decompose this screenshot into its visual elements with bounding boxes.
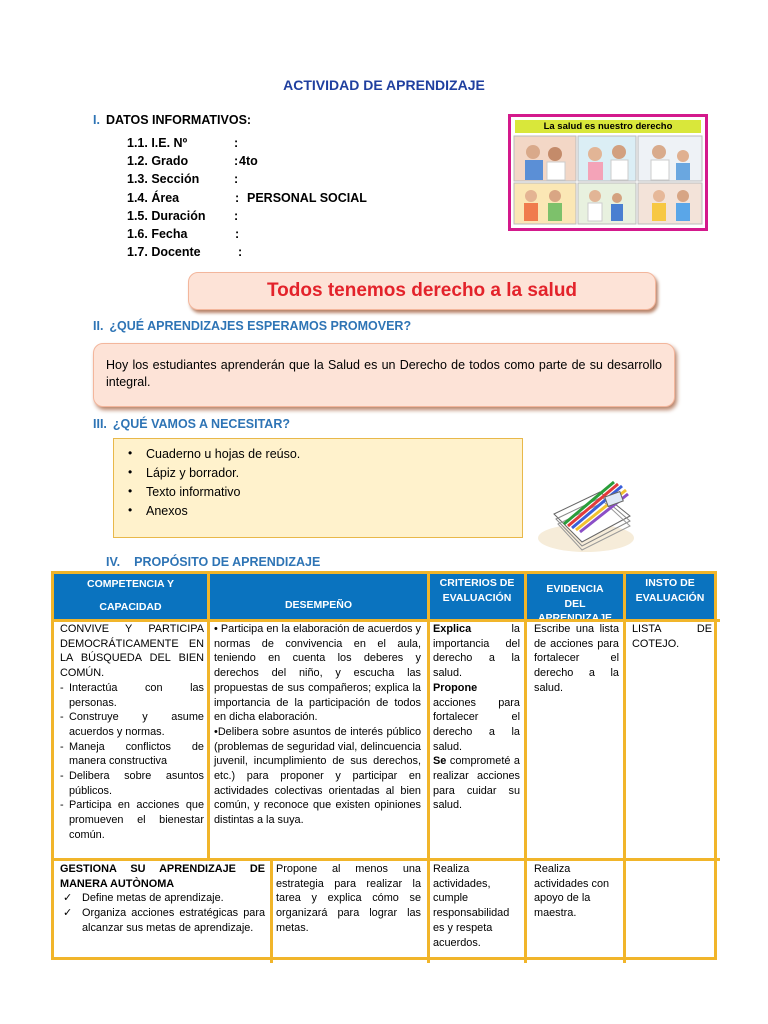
section-label: DATOS INFORMATIVOS:	[105, 113, 252, 127]
datos-colon: :	[234, 208, 239, 223]
capacidad-text: Construye y asume acuerdos y normas.	[69, 711, 204, 738]
datos-colon: :	[238, 245, 243, 260]
datos-label: 1.3. Sección	[127, 172, 200, 187]
datos-value: 4to	[239, 154, 258, 169]
bullet-icon: •	[128, 484, 133, 498]
table-divider	[54, 619, 720, 622]
section-number: I.	[93, 113, 100, 127]
criterio-text: acciones para fortalecer el derecho a la salud.	[433, 696, 520, 753]
section-number: II.	[93, 319, 104, 333]
capacidad-text: Define metas de aprendizaje.	[82, 892, 224, 905]
datos-label: 1.6. Fecha	[127, 226, 188, 241]
dash-marker: -	[60, 711, 64, 724]
capacidad-text: Interactúa con las personas.	[69, 681, 204, 709]
capacidad-text: Organiza acciones estratégicas para alcanzar sus metas de aprendizaje.	[82, 907, 265, 934]
datos-label: 1.2. Grado	[127, 154, 189, 169]
header-criterios: CRITERIOS DE EVALUACIÓN	[430, 574, 524, 620]
table-divider	[207, 574, 210, 859]
datos-value: PERSONAL SOCIAL	[247, 190, 367, 205]
bullet-icon: •	[128, 446, 133, 460]
section-number: IV.	[106, 555, 121, 569]
desempeno-cell: Propone al menos una estrategia para realizar la tarea y explica cómo se organizará para lograr las metas.	[276, 863, 421, 934]
header-evidencia: EVIDENCIA DEL	[527, 574, 623, 620]
capacidad-item	[60, 710, 204, 739]
dash-marker: -	[60, 770, 64, 783]
section-label: PROPÓSITO DE APRENDIZAJE	[134, 555, 321, 569]
material-label: Lápiz y borrador.	[146, 466, 240, 480]
instrumento-cell: LISTA DE COTEJO.	[632, 623, 712, 650]
capacidad-text: Participa en acciones que promueven el bienestar común.	[69, 799, 204, 841]
criterios-cell: Realiza actividades, cumple responsabilidad es y respeta acuerdos.	[433, 863, 510, 949]
section-number: III.	[93, 417, 107, 431]
activity-title-banner: Todos tenemos derecho a la salud	[188, 272, 656, 310]
bullet-icon: •	[128, 465, 133, 479]
capacidad-item	[60, 891, 265, 906]
datos-label: 1.1. I.E. Nº	[127, 136, 188, 150]
health-illustration	[508, 114, 708, 231]
health-scenes-graphic	[511, 134, 705, 226]
section-proposito-heading	[106, 555, 320, 569]
criterio-keyword: Se	[433, 755, 447, 768]
purpose-table	[51, 571, 717, 960]
list-item	[128, 446, 301, 461]
section-aprendizajes-heading	[93, 319, 411, 333]
material-label: Texto informativo	[146, 485, 241, 499]
capacidad-item	[60, 906, 265, 935]
datos-label: 1.4. Área	[127, 190, 180, 205]
header-instrumento: INSTO DE EVALUACIÓN	[626, 574, 714, 620]
section-label: ¿QUÉ APRENDIZAJES ESPERAMOS PROMOVER?	[109, 319, 412, 333]
dash-marker: -	[60, 681, 64, 694]
table-divider	[623, 574, 626, 963]
check-icon: ✓	[63, 892, 73, 905]
dash-marker: -	[60, 740, 64, 753]
criterio-text: la importancia del derecho a la salud.	[433, 623, 520, 680]
illustration-caption: La salud es nuestro derecho	[515, 120, 701, 133]
check-icon: ✓	[63, 907, 73, 920]
material-label: Cuaderno u hojas de reúso.	[146, 447, 301, 461]
datos-colon: :	[234, 136, 239, 150]
competencia-title: CONVIVE Y PARTICIPA DEMOCRÁTICAMENTE EN LA BÚSQUEDA DEL BIEN COMÚN.	[60, 623, 204, 680]
bullet-icon: •	[128, 503, 133, 517]
list-item	[128, 503, 188, 518]
notebook-pencils-icon	[536, 462, 636, 554]
datos-colon: :	[235, 190, 240, 205]
desempeno-text: •Delibera sobre asuntos de interés público (problemas de seguridad vial, delincuencia juvenil, incumplimiento de sus derechos, etc.) para proponer y participar en actividades colectivas orientadas al bien común, y reconoce que existen opiniones distintas a la suya.	[214, 725, 421, 827]
header-competencia-line2: CAPACIDAD	[99, 600, 162, 613]
evidencia-cell: Escribe una lista de acciones para fortalecer el derecho a la salud.	[534, 623, 619, 694]
table-divider	[54, 858, 720, 861]
section-necesitar-heading	[93, 417, 290, 431]
list-item	[128, 465, 240, 480]
datos-colon: :	[234, 172, 239, 187]
materials-box	[113, 438, 523, 538]
aprendizaje-description: Hoy los estudiantes aprenderán que la Salud es un Derecho de todos como parte de su desarrollo integral.	[93, 343, 675, 407]
header-competencia-line1: COMPETENCIA Y	[87, 578, 174, 590]
capacidad-text: Maneja conflictos de manera constructiva	[69, 740, 204, 768]
criterio-keyword: Propone	[433, 681, 478, 694]
capacidad-item	[60, 769, 204, 798]
material-label: Anexos	[146, 504, 188, 518]
datos-colon: :	[234, 154, 239, 169]
desempeno-text: • Participa en la elaboración de acuerdos y normas de convivencia en el aula, teniendo en cuenta los deberes y derechos del niño, y escucha las propuestas de sus compañeros; explica la importancia de la participación de todos en dicha elaboración.	[214, 623, 421, 724]
competencia-cell	[60, 862, 265, 936]
section-datos-heading	[93, 113, 251, 127]
datos-colon: :	[235, 226, 240, 241]
desempeno-cell	[214, 622, 421, 828]
section-label: ¿QUÉ VAMOS A NECESITAR?	[112, 417, 290, 431]
datos-label: 1.5. Duración	[127, 208, 206, 223]
header-desempeno: DESEMPEÑO	[210, 574, 427, 620]
evidencia-cell: Realiza actividades con apoyo de la maestra.	[534, 863, 610, 920]
capacidad-text: Delibera sobre asuntos públicos.	[69, 770, 204, 797]
datos-label: 1.7. Docente	[127, 245, 201, 260]
competencia-title: GESTIONA SU APRENDIZAJE DE MANERA AUTÒNOMA	[60, 863, 265, 890]
capacidad-item	[60, 798, 204, 842]
table-divider	[524, 574, 527, 963]
criterio-keyword: Explica	[433, 623, 472, 635]
dash-marker: -	[60, 799, 64, 812]
criterio-text: comprometé a realizar acciones para cuidar su salud.	[433, 755, 520, 812]
list-item	[128, 484, 241, 499]
table-divider	[270, 859, 273, 963]
header-competencia	[54, 574, 207, 620]
capacidad-item	[60, 681, 204, 710]
capacidad-item	[60, 740, 204, 769]
competencia-cell	[60, 622, 204, 843]
criterios-cell	[433, 622, 520, 813]
table-divider	[427, 574, 430, 963]
page-title: ACTIVIDAD DE APRENDIZAJE	[283, 77, 485, 93]
